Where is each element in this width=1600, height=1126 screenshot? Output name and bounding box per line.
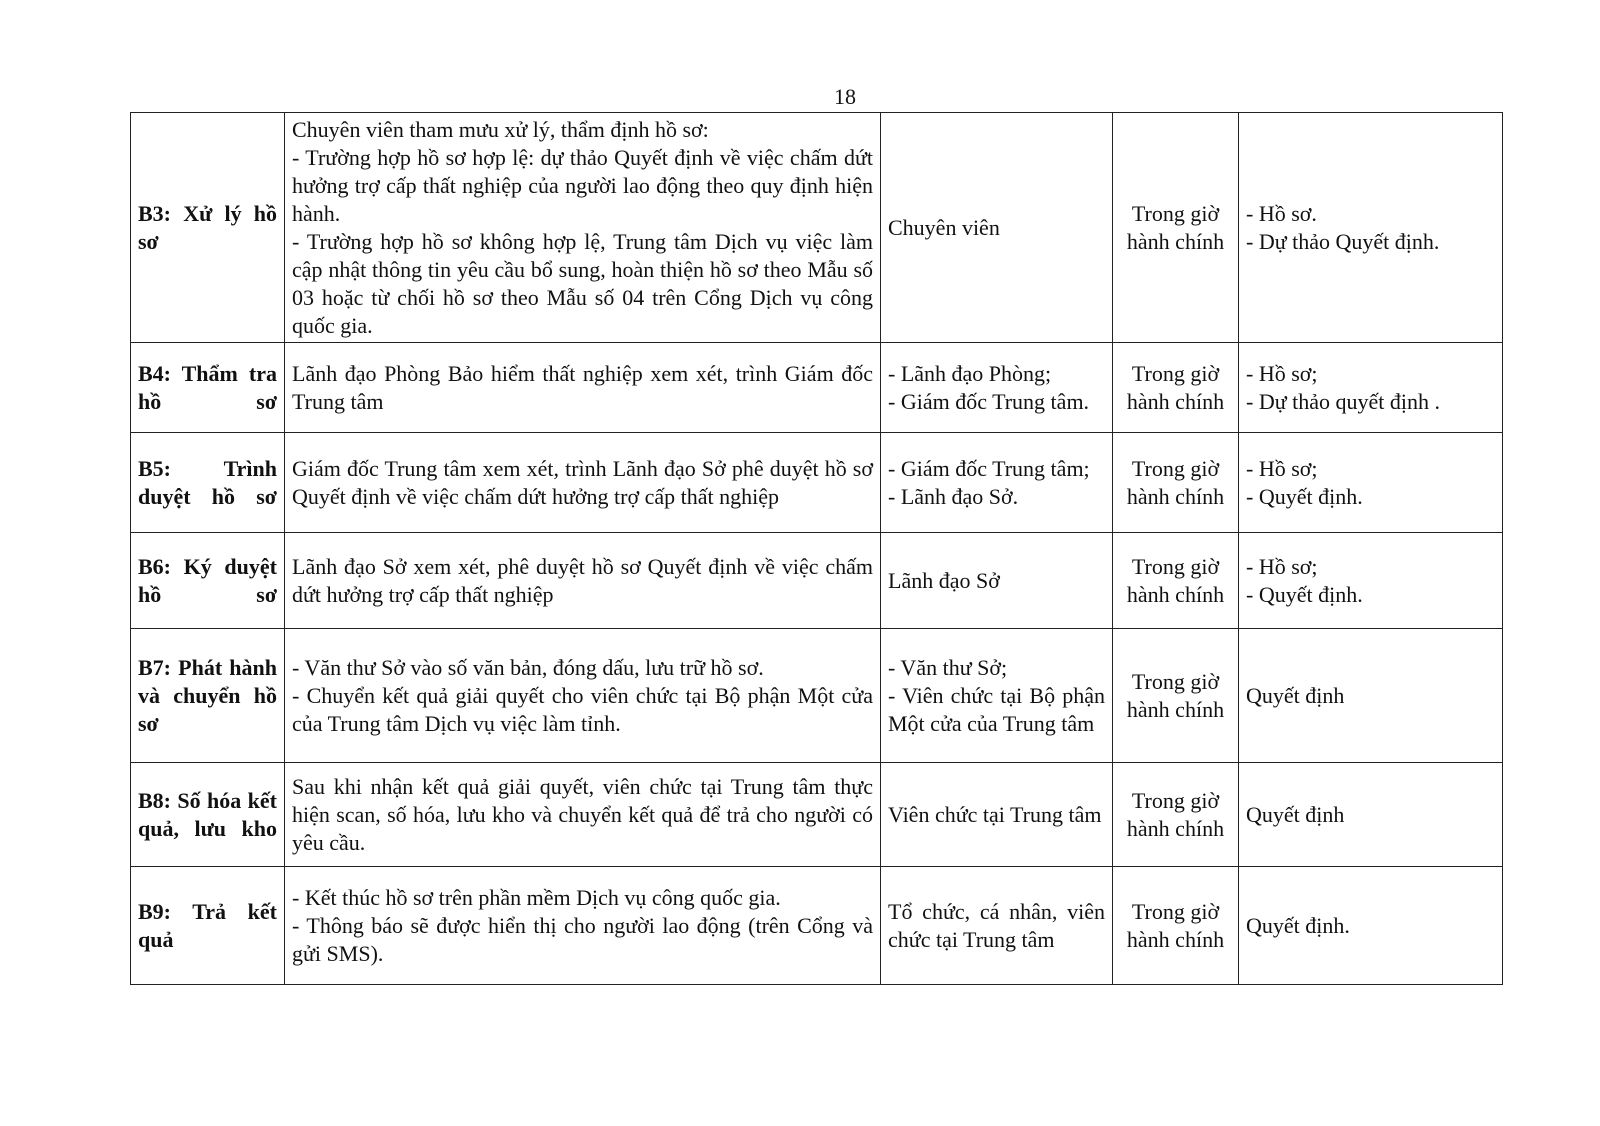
time-cell: Trong giờ hành chính [1113,533,1239,629]
step-cell: B7: Phát hành và chuyển hồ sơ [131,629,285,763]
time-cell: Trong giờ hành chính [1113,763,1239,867]
table-row [131,433,1503,533]
step-cell: B4: Thẩm tra hồ sơ [131,343,285,433]
result-cell: - Hồ sơ; - Quyết định. [1239,433,1503,533]
responsible-cell: - Văn thư Sở; - Viên chức tại Bộ phận Một cửa của Trung tâm [881,629,1113,763]
time-cell: Trong giờ hành chính [1113,629,1239,763]
result-cell: - Hồ sơ; - Quyết định. [1239,533,1503,629]
responsible-cell: - Lãnh đạo Phòng; - Giám đốc Trung tâm. [881,343,1113,433]
page-number: 18 [834,84,856,109]
result-cell: Quyết định [1239,763,1503,867]
time-cell: Trong giờ hành chính [1113,343,1239,433]
table-row [131,343,1503,433]
result-cell: - Hồ sơ. - Dự thảo Quyết định. [1239,113,1503,343]
description-cell: Lãnh đạo Phòng Bảo hiểm thất nghiệp xem xét, trình Giám đốc Trung tâm [285,343,881,433]
responsible-cell: - Giám đốc Trung tâm; - Lãnh đạo Sở. [881,433,1113,533]
responsible-cell: Chuyên viên [881,113,1113,343]
step-cell: B6: Ký duyệt hồ sơ [131,533,285,629]
responsible-cell: Viên chức tại Trung tâm [881,763,1113,867]
time-cell: Trong giờ hành chính [1113,867,1239,985]
result-cell: - Hồ sơ; - Dự thảo quyết định . [1239,343,1503,433]
time-cell: Trong giờ hành chính [1113,113,1239,343]
description-cell: - Kết thúc hồ sơ trên phần mềm Dịch vụ công quốc gia. - Thông báo sẽ được hiển thị cho người lao động (trên Cổng và gửi SMS). [285,867,881,985]
step-cell: B5: Trình duyệt hồ sơ [131,433,285,533]
description-cell: - Văn thư Sở vào số văn bản, đóng dấu, lưu trữ hồ sơ. - Chuyển kết quả giải quyết cho viên chức tại Bộ phận Một cửa của Trung tâm Dịch vụ việc làm tỉnh. [285,629,881,763]
table-row [131,867,1503,985]
description-cell: Chuyên viên tham mưu xử lý, thẩm định hồ sơ: - Trường hợp hồ sơ hợp lệ: dự thảo Quyết định về việc chấm dứt hưởng trợ cấp thất nghiệp của người lao động theo quy định hiện hành. - Trường hợp hồ sơ không hợp lệ, Trung tâm Dịch vụ việc làm cập nhật thông tin yêu cầu bổ sung, hoàn thiện hồ sơ theo Mẫu số 03 hoặc từ chối hồ sơ theo Mẫu số 04 trên Cổng Dịch vụ công quốc gia. [285,113,881,343]
result-cell: Quyết định [1239,629,1503,763]
table-row [131,113,1503,343]
table-row [131,763,1503,867]
step-cell: B3: Xử lý hồ sơ [131,113,285,343]
table-row [131,629,1503,763]
step-cell: B9: Trả kết quả [131,867,285,985]
procedure-steps-table [130,112,1503,985]
table-row [131,533,1503,629]
result-cell: Quyết định. [1239,867,1503,985]
responsible-cell: Tổ chức, cá nhân, viên chức tại Trung tâm [881,867,1113,985]
time-cell: Trong giờ hành chính [1113,433,1239,533]
description-cell: Giám đốc Trung tâm xem xét, trình Lãnh đạo Sở phê duyệt hồ sơ Quyết định về việc chấm dứt hưởng trợ cấp thất nghiệp [285,433,881,533]
responsible-cell: Lãnh đạo Sở [881,533,1113,629]
description-cell: Lãnh đạo Sở xem xét, phê duyệt hồ sơ Quyết định về việc chấm dứt hưởng trợ cấp thất nghiệp [285,533,881,629]
description-cell: Sau khi nhận kết quả giải quyết, viên chức tại Trung tâm thực hiện scan, số hóa, lưu kho và chuyển kết quả để trả cho người có yêu cầu. [285,763,881,867]
step-cell: B8: Số hóa kết quả, lưu kho [131,763,285,867]
